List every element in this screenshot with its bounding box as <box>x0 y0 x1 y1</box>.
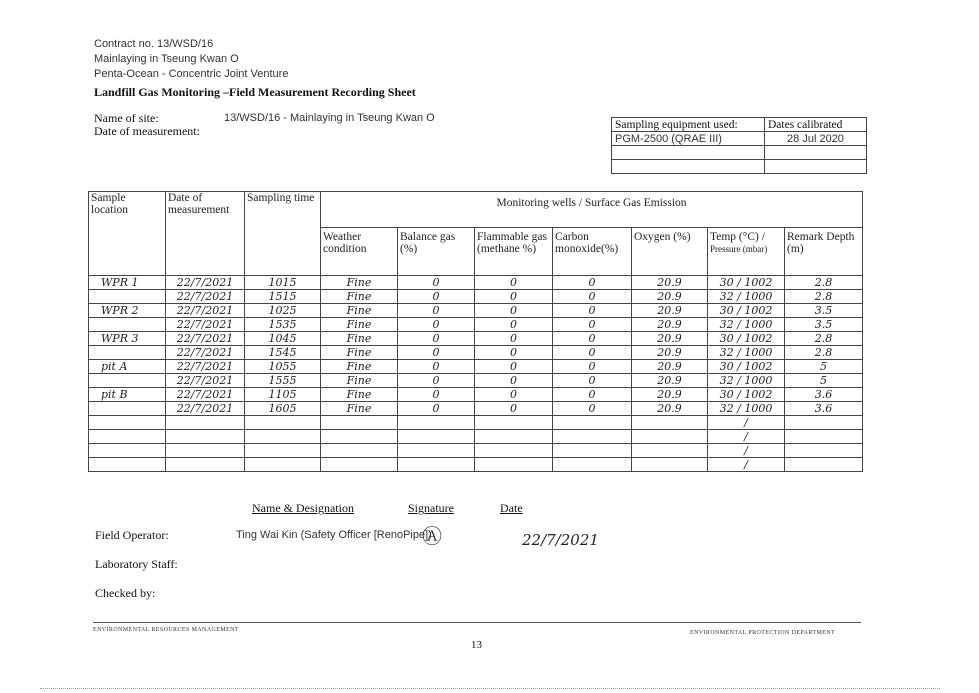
sample-location-cell <box>89 416 166 430</box>
field-operator-signature: Ⓐ <box>422 524 442 548</box>
site-name-value: 13/WSD/16 - Mainlaying in Tseung Kwan O <box>224 112 435 124</box>
date-cell <box>166 458 245 472</box>
balance-gas-cell: 0 <box>398 360 475 374</box>
temp-pressure-cell: 32 / 1000 <box>708 346 785 360</box>
depth-cell: 2.8 <box>785 276 863 290</box>
temp-pressure-cell: 30 / 1002 <box>708 276 785 290</box>
balance-gas-cell <box>398 444 475 458</box>
temp-pressure-cell: / <box>708 430 785 444</box>
flammable-gas-cell <box>475 416 553 430</box>
weather-cell: Fine <box>321 332 398 346</box>
temp-pressure-cell: 30 / 1002 <box>708 388 785 402</box>
carbon-monoxide-cell: 0 <box>553 374 632 388</box>
flammable-gas-header: Flammable gas (methane %) <box>475 228 553 276</box>
sample-location-cell <box>89 374 166 388</box>
oxygen-cell: 20.9 <box>632 360 708 374</box>
calibrated-cell <box>765 160 867 174</box>
table-row <box>89 374 863 388</box>
date-cell: 22/7/2021 <box>166 332 245 346</box>
depth-cell <box>785 416 863 430</box>
balance-gas-cell <box>398 416 475 430</box>
time-cell <box>245 444 321 458</box>
depth-cell: 3.6 <box>785 388 863 402</box>
table-row <box>89 416 863 430</box>
temp-header: Temp (°C) / <box>710 231 765 243</box>
time-cell: 1515 <box>245 290 321 304</box>
time-cell <box>245 458 321 472</box>
carbon-monoxide-cell: 0 <box>553 318 632 332</box>
weather-cell: Fine <box>321 276 398 290</box>
bottom-edge <box>40 688 940 689</box>
footer-left: ENVIRONMENTAL RESOURCES MANAGEMENT <box>93 627 239 633</box>
depth-cell: 5 <box>785 360 863 374</box>
oxygen-cell: 20.9 <box>632 276 708 290</box>
name-designation-heading: Name & Designation <box>252 501 354 515</box>
oxygen-cell: 20.9 <box>632 402 708 416</box>
flammable-gas-cell: 0 <box>475 304 553 318</box>
monitoring-group-header: Monitoring wells / Surface Gas Emission <box>321 192 863 228</box>
time-cell: 1055 <box>245 360 321 374</box>
date-cell <box>166 430 245 444</box>
page-number: 13 <box>471 639 482 651</box>
contractor-name: Penta-Ocean - Concentric Joint Venture <box>94 68 289 80</box>
time-cell: 1555 <box>245 374 321 388</box>
date-cell <box>166 416 245 430</box>
field-operator-label: Field Operator: <box>95 528 169 542</box>
depth-cell: 5 <box>785 374 863 388</box>
sample-location-cell: pit A <box>89 360 166 374</box>
date-heading: Date <box>500 501 523 515</box>
weather-cell <box>321 444 398 458</box>
table-row <box>89 290 863 304</box>
checked-by-label: Checked by: <box>95 586 156 600</box>
oxygen-cell: 20.9 <box>632 318 708 332</box>
time-cell: 1605 <box>245 402 321 416</box>
project-name: Mainlaying in Tseung Kwan O <box>94 53 239 65</box>
temp-pressure-cell: 30 / 1002 <box>708 360 785 374</box>
remark-depth-header: Remark Depth (m) <box>785 228 863 276</box>
balance-gas-cell: 0 <box>398 304 475 318</box>
weather-cell: Fine <box>321 304 398 318</box>
calibrated-cell <box>765 146 867 160</box>
table-row <box>89 458 863 472</box>
weather-cell <box>321 416 398 430</box>
weather-cell <box>321 430 398 444</box>
balance-gas-cell: 0 <box>398 402 475 416</box>
oxygen-cell <box>632 444 708 458</box>
time-cell: 1015 <box>245 276 321 290</box>
sample-location-cell <box>89 430 166 444</box>
flammable-gas-cell <box>475 430 553 444</box>
weather-header: Weather condition <box>321 228 398 276</box>
sample-location-cell <box>89 318 166 332</box>
date-header: Date of measurement <box>166 192 245 276</box>
temp-pressure-cell: 32 / 1000 <box>708 318 785 332</box>
sample-location-cell: WPR 2 <box>89 304 166 318</box>
field-operator-name: Ting Wai Kin (Safety Officer [RenoPipe]) <box>236 529 432 541</box>
date-cell: 22/7/2021 <box>166 346 245 360</box>
oxygen-cell <box>632 416 708 430</box>
carbon-monoxide-cell: 0 <box>553 360 632 374</box>
weather-cell: Fine <box>321 374 398 388</box>
carbon-monoxide-cell: 0 <box>553 346 632 360</box>
table-row <box>89 332 863 346</box>
table-row <box>89 430 863 444</box>
carbon-monoxide-cell <box>553 444 632 458</box>
flammable-gas-cell: 0 <box>475 388 553 402</box>
date-cell: 22/7/2021 <box>166 276 245 290</box>
flammable-gas-cell: 0 <box>475 290 553 304</box>
table-row <box>89 444 863 458</box>
depth-cell <box>785 458 863 472</box>
date-of-measurement-label: Date of measurement: <box>94 124 200 138</box>
footer-right: ENVIRONMENTAL PROTECTION DEPARTMENT <box>690 630 836 636</box>
measurement-table <box>88 191 863 472</box>
balance-gas-cell <box>398 430 475 444</box>
weather-cell: Fine <box>321 388 398 402</box>
table-row <box>89 318 863 332</box>
table-row <box>89 346 863 360</box>
date-cell: 22/7/2021 <box>166 402 245 416</box>
carbon-monoxide-cell: 0 <box>553 402 632 416</box>
laboratory-staff-label: Laboratory Staff: <box>95 557 178 571</box>
date-cell: 22/7/2021 <box>166 360 245 374</box>
table-row <box>89 276 863 290</box>
sample-location-cell <box>89 402 166 416</box>
carbon-monoxide-cell: 0 <box>553 388 632 402</box>
signature-heading: Signature <box>408 501 454 515</box>
equipment-cell <box>612 146 765 160</box>
time-header: Sampling time <box>245 192 321 276</box>
temp-pressure-cell: / <box>708 458 785 472</box>
contract-number: Contract no. 13/WSD/16 <box>94 38 214 50</box>
depth-cell: 2.8 <box>785 346 863 360</box>
weather-cell <box>321 458 398 472</box>
flammable-gas-cell <box>475 444 553 458</box>
balance-gas-cell: 0 <box>398 276 475 290</box>
date-cell: 22/7/2021 <box>166 374 245 388</box>
time-cell: 1025 <box>245 304 321 318</box>
oxygen-cell: 20.9 <box>632 374 708 388</box>
balance-gas-cell: 0 <box>398 346 475 360</box>
weather-cell: Fine <box>321 290 398 304</box>
balance-gas-cell: 0 <box>398 388 475 402</box>
carbon-monoxide-cell: 0 <box>553 276 632 290</box>
temp-pressure-cell: 30 / 1002 <box>708 332 785 346</box>
temp-pressure-cell: / <box>708 416 785 430</box>
depth-cell: 3.5 <box>785 318 863 332</box>
temp-pressure-cell: 32 / 1000 <box>708 290 785 304</box>
time-cell <box>245 416 321 430</box>
sample-location-cell: WPR 3 <box>89 332 166 346</box>
balance-gas-cell: 0 <box>398 318 475 332</box>
carbon-monoxide-cell <box>553 430 632 444</box>
time-cell: 1045 <box>245 332 321 346</box>
oxygen-cell <box>632 430 708 444</box>
date-cell: 22/7/2021 <box>166 304 245 318</box>
oxygen-cell: 20.9 <box>632 346 708 360</box>
table-row <box>89 360 863 374</box>
time-cell: 1105 <box>245 388 321 402</box>
depth-cell: 3.6 <box>785 402 863 416</box>
footer-rule <box>93 622 861 623</box>
depth-cell: 2.8 <box>785 332 863 346</box>
table-row <box>89 388 863 402</box>
temp-pressure-cell: 32 / 1000 <box>708 374 785 388</box>
flammable-gas-cell: 0 <box>475 276 553 290</box>
sample-location-cell <box>89 458 166 472</box>
equipment-cell <box>612 160 765 174</box>
equipment-header: Sampling equipment used: <box>612 118 765 132</box>
depth-cell: 2.8 <box>785 290 863 304</box>
time-cell <box>245 430 321 444</box>
temp-pressure-cell: 30 / 1002 <box>708 304 785 318</box>
oxygen-cell: 20.9 <box>632 290 708 304</box>
depth-cell <box>785 430 863 444</box>
flammable-gas-cell: 0 <box>475 374 553 388</box>
sample-location-header: Sample location <box>89 192 166 276</box>
carbon-monoxide-header: Carbon monoxide(%) <box>553 228 632 276</box>
sheet-title: Landfill Gas Monitoring –Field Measurement Recording Sheet <box>94 85 416 99</box>
carbon-monoxide-cell: 0 <box>553 332 632 346</box>
flammable-gas-cell: 0 <box>475 402 553 416</box>
date-cell: 22/7/2021 <box>166 318 245 332</box>
flammable-gas-cell: 0 <box>475 346 553 360</box>
date-cell <box>166 444 245 458</box>
site-name-label: Name of site: <box>94 111 159 125</box>
oxygen-header: Oxygen (%) <box>632 228 708 276</box>
table-row <box>89 304 863 318</box>
oxygen-cell: 20.9 <box>632 304 708 318</box>
carbon-monoxide-cell <box>553 416 632 430</box>
temp-pressure-cell: 32 / 1000 <box>708 402 785 416</box>
carbon-monoxide-cell: 0 <box>553 304 632 318</box>
carbon-monoxide-cell <box>553 458 632 472</box>
calibrated-header: Dates calibrated <box>765 118 867 132</box>
temp-pressure-cell: / <box>708 444 785 458</box>
sample-location-cell: WPR 1 <box>89 276 166 290</box>
field-operator-date: 22/7/2021 <box>522 531 599 549</box>
depth-cell: 3.5 <box>785 304 863 318</box>
oxygen-cell: 20.9 <box>632 332 708 346</box>
weather-cell: Fine <box>321 402 398 416</box>
equipment-cell: PGM-2500 (QRAE III) <box>612 132 765 146</box>
sample-location-cell <box>89 346 166 360</box>
depth-cell <box>785 444 863 458</box>
balance-gas-cell: 0 <box>398 374 475 388</box>
sample-location-cell <box>89 444 166 458</box>
calibrated-cell: 28 Jul 2020 <box>765 132 867 146</box>
balance-gas-header: Balance gas (%) <box>398 228 475 276</box>
date-cell: 22/7/2021 <box>166 388 245 402</box>
equipment-table <box>611 117 867 174</box>
weather-cell: Fine <box>321 318 398 332</box>
oxygen-cell: 20.9 <box>632 388 708 402</box>
balance-gas-cell <box>398 458 475 472</box>
pressure-header: Pressure (mbar) <box>710 244 768 254</box>
weather-cell: Fine <box>321 360 398 374</box>
flammable-gas-cell <box>475 458 553 472</box>
time-cell: 1535 <box>245 318 321 332</box>
carbon-monoxide-cell: 0 <box>553 290 632 304</box>
sample-location-cell <box>89 290 166 304</box>
oxygen-cell <box>632 458 708 472</box>
balance-gas-cell: 0 <box>398 290 475 304</box>
flammable-gas-cell: 0 <box>475 360 553 374</box>
temp-pressure-header <box>708 228 785 276</box>
weather-cell: Fine <box>321 346 398 360</box>
balance-gas-cell: 0 <box>398 332 475 346</box>
flammable-gas-cell: 0 <box>475 318 553 332</box>
table-row <box>89 402 863 416</box>
date-cell: 22/7/2021 <box>166 290 245 304</box>
time-cell: 1545 <box>245 346 321 360</box>
flammable-gas-cell: 0 <box>475 332 553 346</box>
sample-location-cell: pit B <box>89 388 166 402</box>
